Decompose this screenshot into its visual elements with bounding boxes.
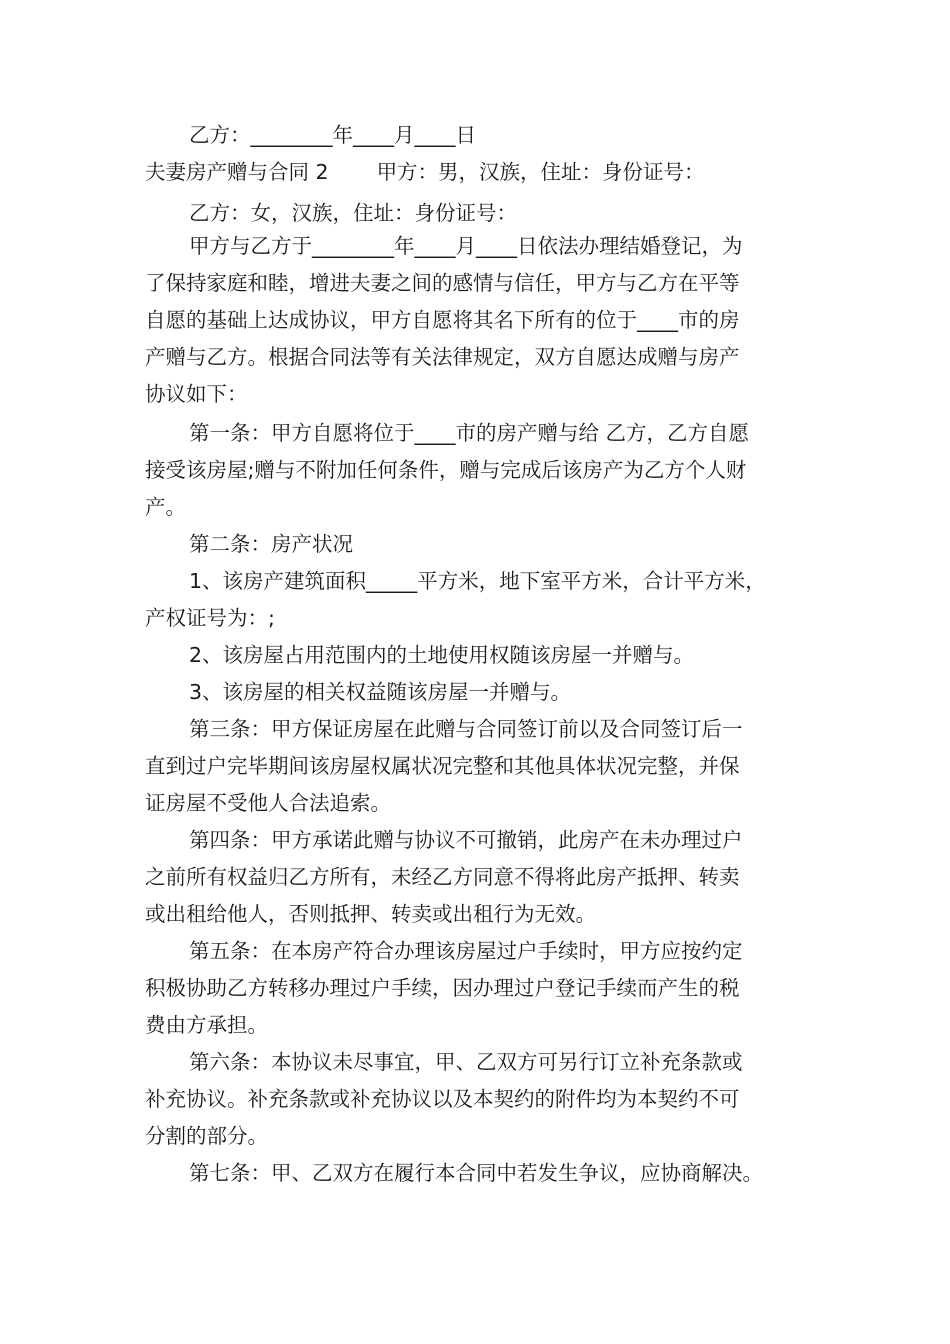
clause-2-item-1: 产权证号为：; bbox=[145, 606, 275, 630]
clause-3-line: 直到过户完毕期间该房屋权属状况完整和其他具体状况完整，并保 bbox=[145, 754, 740, 778]
contract-title: 夫妻房产赠与合同 2 bbox=[145, 160, 329, 184]
contract-heading-row bbox=[145, 158, 825, 186]
clause-6-line: 第六条：本协议未尽事宜，甲、乙双方可另行订立补充条款或 bbox=[189, 1050, 743, 1074]
clause-5-line: 费由方承担。 bbox=[145, 1013, 268, 1037]
clause-2-item-3: 3、该房屋的相关权益随该房屋一并赠与。 bbox=[189, 680, 572, 704]
party-a-info: 甲方：男，汉族，住址：身份证号： bbox=[376, 160, 705, 184]
paragraph-line: 了保持家庭和睦，增进夫妻之间的感情与信任，甲方与乙方在平等 bbox=[145, 271, 740, 295]
clause-4-line: 之前所有权益归乙方所有，未经乙方同意不得将此房产抵押、转卖 bbox=[145, 865, 740, 889]
clause-1-line: 第一条：甲方自愿将位于____市的房产赠与给 乙方，乙方自愿 bbox=[189, 421, 750, 445]
paragraph-line: 自愿的基础上达成协议，甲方自愿将其名下所有的位于____市的房 bbox=[145, 308, 740, 332]
clause-2-heading: 第二条：房产状况 bbox=[189, 532, 353, 556]
party-b-date-line: 乙方：________年____月____日 bbox=[189, 123, 476, 147]
clause-4-line: 或出租给他人，否则抵押、转卖或出租行为无效。 bbox=[145, 902, 596, 926]
clause-5-line: 积极协助乙方转移办理过户手续，因办理过户登记手续而产生的税 bbox=[145, 976, 740, 1000]
clause-3-line: 证房屋不受他人合法追索。 bbox=[145, 791, 391, 815]
clause-1-line: 产。 bbox=[145, 495, 186, 519]
clause-7-line: 第七条：甲、乙双方在履行本合同中若发生争议，应协商解决。 bbox=[189, 1161, 763, 1185]
clause-4-line: 第四条：甲方承诺此赠与协议不可撤销，此房产在未办理过户 bbox=[189, 828, 743, 852]
clause-6-line: 补充协议。补充条款或补充协议以及本契约的附件均为本契约不可 bbox=[145, 1087, 740, 1111]
paragraph-line: 协议如下： bbox=[145, 382, 248, 406]
clause-6-line: 分割的部分。 bbox=[145, 1124, 268, 1148]
clause-5-line: 第五条：在本房产符合办理该房屋过户手续时，甲方应按约定 bbox=[189, 939, 743, 963]
paragraph-line: 甲方与乙方于________年____月____日依法办理结婚登记，为 bbox=[189, 234, 743, 258]
clause-1-line: 接受该房屋;赠与不附加任何条件，赠与完成后该房产为乙方个人财 bbox=[145, 458, 747, 482]
clause-2-item-1: 1、该房产建筑面积_____平方米，地下室平方米，合计平方米， bbox=[189, 569, 766, 593]
party-b-info: 乙方：女，汉族，住址：身份证号： bbox=[189, 201, 517, 225]
clause-3-line: 第三条：甲方保证房屋在此赠与合同签订前以及合同签订后一 bbox=[189, 717, 743, 741]
clause-2-item-2: 2、该房屋占用范围内的土地使用权随该房屋一并赠与。 bbox=[189, 643, 695, 667]
paragraph-line: 产赠与乙方。根据合同法等有关法律规定，双方自愿达成赠与房产 bbox=[145, 345, 740, 369]
